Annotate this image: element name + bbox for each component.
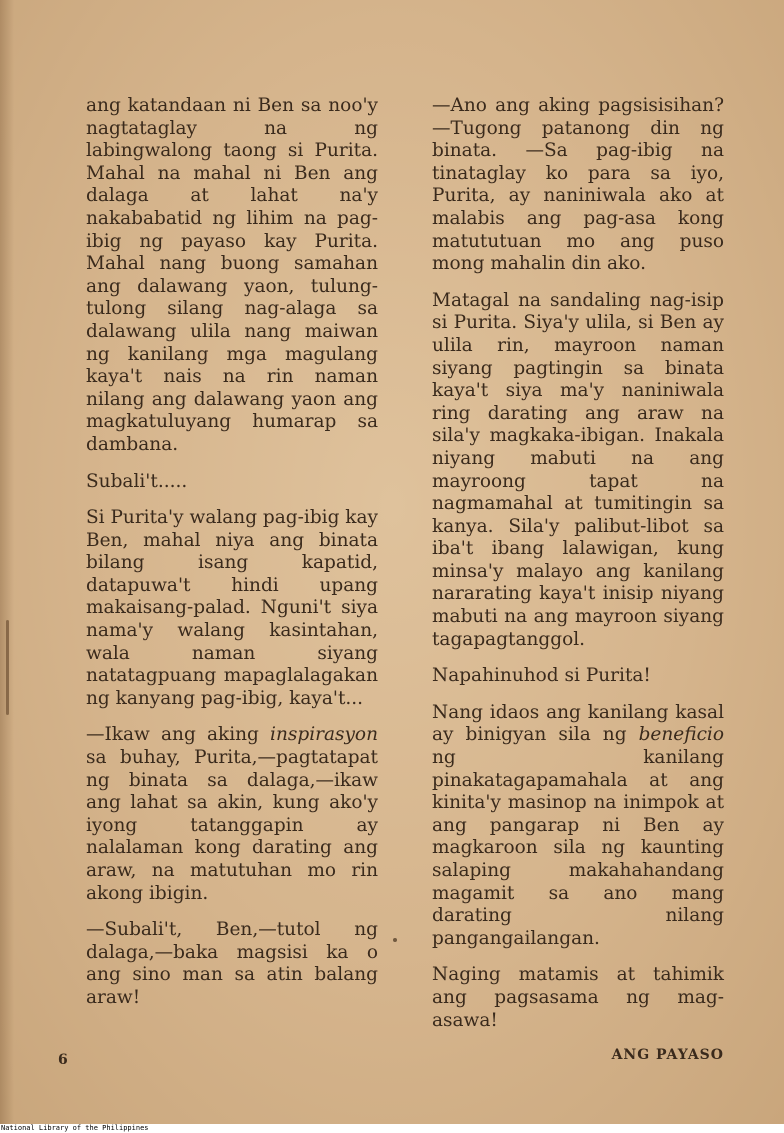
- left-paragraph-1: ang katandaan ni Ben sa noo'y nagtataglay na ng labingwalong taong si Purita. Mahal na mahal ni Ben ang dalaga at lahat na'y nakababatid ng lihim na pag-ibig ng payaso kay Purita. Mahal nang buong samahan ang dalawang yaon, tulung-tulong silang nag-alaga sa dalawang ulila nang maiwan ng kanilang mga magulang kaya't nais na rin naman nilang ang dalawang yaon ang magkatuluyang humarap sa dambana.: [86, 95, 378, 455]
- right-paragraph-3: Napahinuhod si Purita!: [432, 665, 651, 687]
- right-paragraph-2: Matagal na sandaling nag-isip si Purita. Siya'y ulila, si Ben ay ulila rin, mayroon naman siyang pagtingin sa binata kaya't siya ma'y naniniwala ring darating ang araw na sila'y magkaka-ibigan. Inakala niyang mabuti na ang mayroong tapat na nagmamahal at tumitingin sa kanya. Sila'y palibut-libot sa iba't ibang lalawigan, kung minsa'y malayo ang kanilang nararating kaya't inisip niyang mabuti na ang mayroon siyang tagapagtanggol.: [432, 289, 724, 650]
- left-paragraph-3: Si Purita'y walang pag-ibig kay Ben, mahal niya ang binata bilang isang kapatid, datapuwa't hindi upang makaisang-palad. Nguni't siya nama'y walang kasintahan, wala naman siyang natatagpuang mapaglalagakan ng kanyang pag-ibig, kaya't...: [86, 507, 378, 709]
- library-credit: National Library of the Philippines: [1, 1124, 149, 1132]
- right-paragraph-4: [432, 702, 724, 951]
- margin-mark: [6, 620, 9, 715]
- right-paragraph-4-emphasis: beneficio: [638, 724, 724, 746]
- right-paragraph-1: —Ano ang aking pagsisisihan?—Tugong patanong din ng binata. —Sa pag-ibig na tinataglay ko para sa iyo, Purita, ay naniniwala ako at malabis ang pag-asa kong matututuan mo ang puso mong mahalin din ako.: [432, 95, 724, 275]
- right-paragraph-5: Naging matamis at tahimik ang pagsasama ng mag-asawa!: [432, 964, 724, 1031]
- page-number: 6: [58, 1052, 68, 1068]
- left-text-column: [86, 95, 378, 1024]
- left-paragraph-4-start: —Ikaw ang aking: [86, 724, 271, 746]
- left-paragraph-2: Subali't.....: [86, 470, 188, 492]
- left-paragraph-4-end: sa buhay, Purita,—pagtatapat ng binata sa dalaga,—ikaw ang lahat sa akin, kung ako'y iyong tatanggapin ay nalalaman kong darating ang araw, na matutuhan mo rin akong ibigin.: [86, 747, 378, 904]
- running-title: ANG PAYASO: [611, 1047, 724, 1063]
- right-paragraph-4-start: Nang idaos ang kanilang kasal ay binigyan sila ng: [432, 701, 724, 746]
- right-paragraph-4-end: ng kanilang pinakatagapamahala at ang kinita'y masinop na inimpok at ang pangarap ni Ben ay magkaroon sila ng kaunting salaping makahahandang magamit sa ano mang darating nilang pangangailangan.: [432, 747, 724, 949]
- left-paragraph-4: [86, 724, 378, 905]
- ink-dot: [393, 938, 397, 942]
- left-paragraph-5: —Subali't, Ben,—tutol ng dalaga,—baka magsisi ka o ang sino man sa atin balang araw!: [86, 919, 378, 1008]
- left-paragraph-4-emphasis: inspirasyon: [270, 724, 378, 746]
- spine-shadow: [0, 0, 14, 1124]
- right-text-column: [432, 95, 724, 1046]
